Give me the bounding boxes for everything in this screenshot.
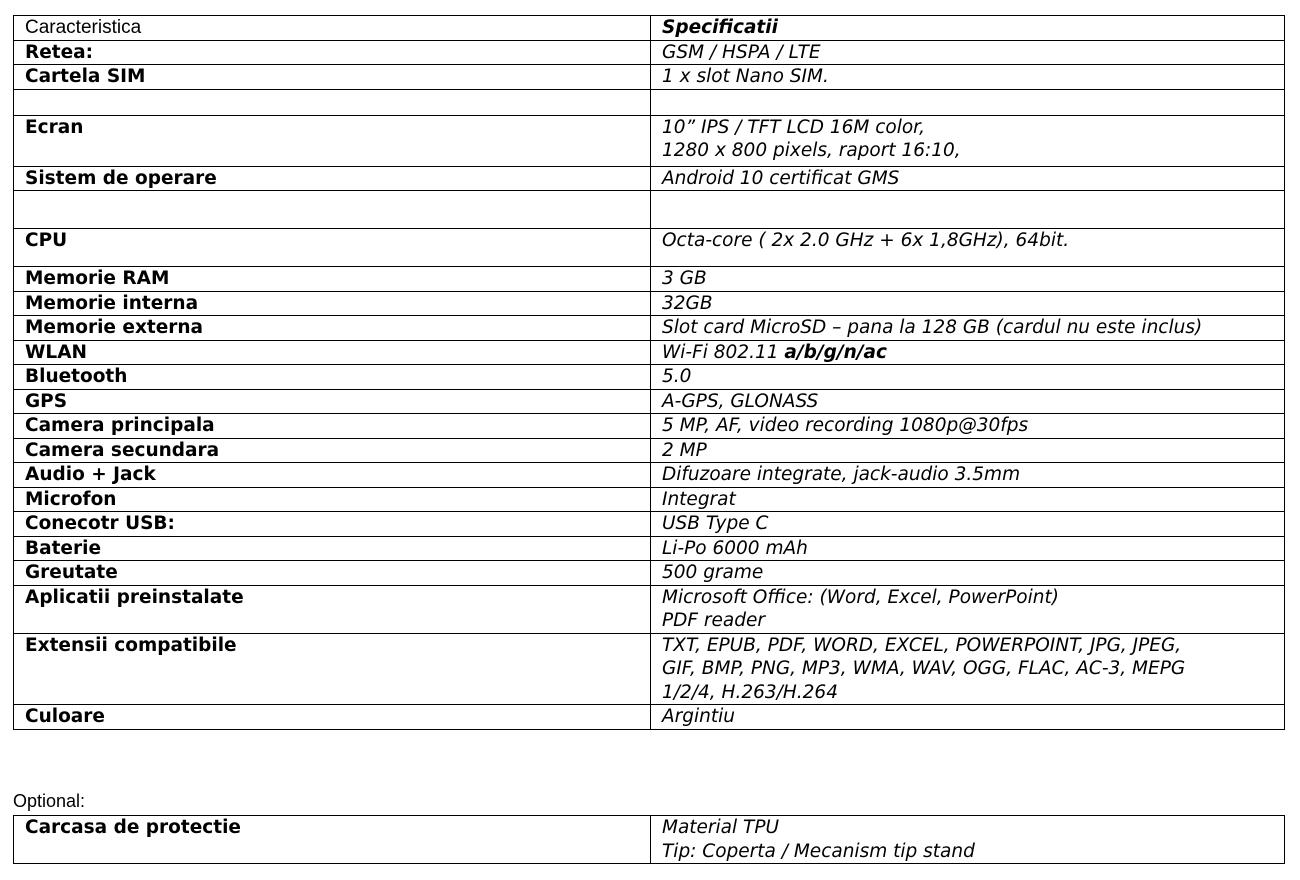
wlan-standard-protocols: a/b/g/n/ac xyxy=(784,341,888,363)
row-key: Ecran xyxy=(14,115,651,166)
optional-label: Optional: xyxy=(13,791,86,811)
table-row xyxy=(14,487,1285,512)
row-value xyxy=(651,438,1285,463)
table-row-empty xyxy=(14,89,1285,115)
row-value-line: Li-Po 6000 mAh xyxy=(662,537,808,559)
row-value xyxy=(651,414,1285,439)
row-key: Conecotr USB: xyxy=(14,512,651,537)
table-row xyxy=(14,267,1285,292)
row-value xyxy=(651,40,1285,65)
row-value-line: 500 grame xyxy=(662,562,764,583)
row-value-line: Integrat xyxy=(662,488,736,510)
row-value-line: 2 MP xyxy=(662,439,707,461)
table-row xyxy=(14,536,1285,561)
row-value-line: USB Type C xyxy=(662,513,769,534)
row-key: Sistem de operare xyxy=(14,166,651,191)
row-key: Aplicatii preinstalate xyxy=(14,585,651,633)
table-row xyxy=(14,585,1285,633)
row-key: Extensii compatibile xyxy=(14,633,651,705)
row-value-line: TXT, EPUB, PDF, WORD, EXCEL, POWERPOINT, JPG, JPEG, xyxy=(662,634,1182,656)
table-row xyxy=(14,816,1285,864)
row-value-line: 3 GB xyxy=(662,268,707,289)
row-value-line: 10” IPS / TFT LCD 16M color, xyxy=(662,116,925,138)
row-key: Memorie interna xyxy=(14,291,651,316)
row-value xyxy=(651,816,1285,864)
row-value xyxy=(651,705,1285,730)
optional-table xyxy=(13,815,1285,864)
row-value-line: Android 10 certificat GMS xyxy=(662,167,900,189)
row-value xyxy=(651,191,1285,229)
row-value xyxy=(651,487,1285,512)
table-row xyxy=(14,414,1285,439)
table-row xyxy=(14,561,1285,586)
wlan-standard-prefix: Wi-Fi 802.11 xyxy=(662,341,785,363)
row-key: Carcasa de protectie xyxy=(14,816,651,864)
row-value-line: 5 MP, AF, video recording 1080p@30fps xyxy=(662,415,1029,436)
row-value-line: GSM / HSPA / LTE xyxy=(662,41,821,63)
header-characteristic: Caracteristica xyxy=(14,16,651,41)
row-value-line: PDF reader xyxy=(662,610,765,631)
row-value-line: 1280 x 800 pixels, raport 16:10, xyxy=(662,140,961,161)
row-value xyxy=(651,463,1285,488)
table-row xyxy=(14,705,1285,730)
row-value-line: Difuzoare integrate, jack-audio 3.5mm xyxy=(662,464,1021,485)
table-row xyxy=(14,633,1285,705)
table-row xyxy=(14,166,1285,191)
table-row xyxy=(14,291,1285,316)
row-value xyxy=(651,166,1285,191)
specifications-table xyxy=(13,15,1285,730)
table-row xyxy=(14,365,1285,390)
row-key xyxy=(14,89,651,115)
row-value xyxy=(651,340,1285,365)
row-value xyxy=(651,291,1285,316)
row-key: Camera principala xyxy=(14,414,651,439)
row-value xyxy=(651,65,1285,90)
row-key: GPS xyxy=(14,389,651,414)
row-value xyxy=(651,585,1285,633)
row-key: WLAN xyxy=(14,340,651,365)
row-value-line: 1 x slot Nano SIM. xyxy=(662,66,829,87)
row-value xyxy=(651,365,1285,390)
row-key: Memorie externa xyxy=(14,316,651,341)
row-value-line: Argintiu xyxy=(662,706,735,727)
table-header-row xyxy=(14,16,1285,41)
row-key: Memorie RAM xyxy=(14,267,651,292)
table-row xyxy=(14,389,1285,414)
row-value-line: Slot card MicroSD – pana la 128 GB (cardul nu este inclus) xyxy=(662,317,1203,338)
table-row xyxy=(14,229,1285,267)
row-value xyxy=(651,633,1285,705)
row-value-line: 1/2/4, H.263/H.264 xyxy=(662,681,838,703)
row-value xyxy=(651,389,1285,414)
row-key: Greutate xyxy=(14,561,651,586)
row-key: Cartela SIM xyxy=(14,65,651,90)
table-row xyxy=(14,316,1285,341)
row-value-line: Octa-core ( 2x 2.0 GHz + 6x 1,8GHz), 64bit. xyxy=(662,230,1070,251)
table-row xyxy=(14,438,1285,463)
row-key xyxy=(14,191,651,229)
row-value xyxy=(651,536,1285,561)
row-value-line: 32GB xyxy=(662,292,713,314)
row-value xyxy=(651,561,1285,586)
row-value-line: Tip: Coperta / Mecanism tip stand xyxy=(662,840,975,862)
row-value-line: A-GPS, GLONASS xyxy=(662,390,819,412)
table-row xyxy=(14,65,1285,90)
table-row xyxy=(14,463,1285,488)
table-row xyxy=(14,340,1285,365)
row-value xyxy=(651,267,1285,292)
row-key: Culoare xyxy=(14,705,651,730)
table-row xyxy=(14,40,1285,65)
row-value xyxy=(651,115,1285,166)
row-value-line: Material TPU xyxy=(662,817,780,838)
row-value xyxy=(651,229,1285,267)
row-key: Audio + Jack xyxy=(14,463,651,488)
row-value xyxy=(651,89,1285,115)
table-row-empty xyxy=(14,191,1285,229)
table-row xyxy=(14,512,1285,537)
row-key: Camera secundara xyxy=(14,438,651,463)
row-value xyxy=(651,316,1285,341)
row-key: Baterie xyxy=(14,536,651,561)
table-row xyxy=(14,115,1285,166)
header-specifications: Specificatii xyxy=(651,16,1285,41)
row-key: Bluetooth xyxy=(14,365,651,390)
row-value-line: GIF, BMP, PNG, MP3, WMA, WAV, OGG, FLAC, AC-3, MEPG xyxy=(662,658,1186,679)
row-value-line: 5.0 xyxy=(662,366,692,387)
row-value xyxy=(651,512,1285,537)
row-key: Retea: xyxy=(14,40,651,65)
row-key: CPU xyxy=(14,229,651,267)
row-key: Microfon xyxy=(14,487,651,512)
row-value-line: Microsoft Office: (Word, Excel, PowerPoint) xyxy=(662,586,1059,608)
